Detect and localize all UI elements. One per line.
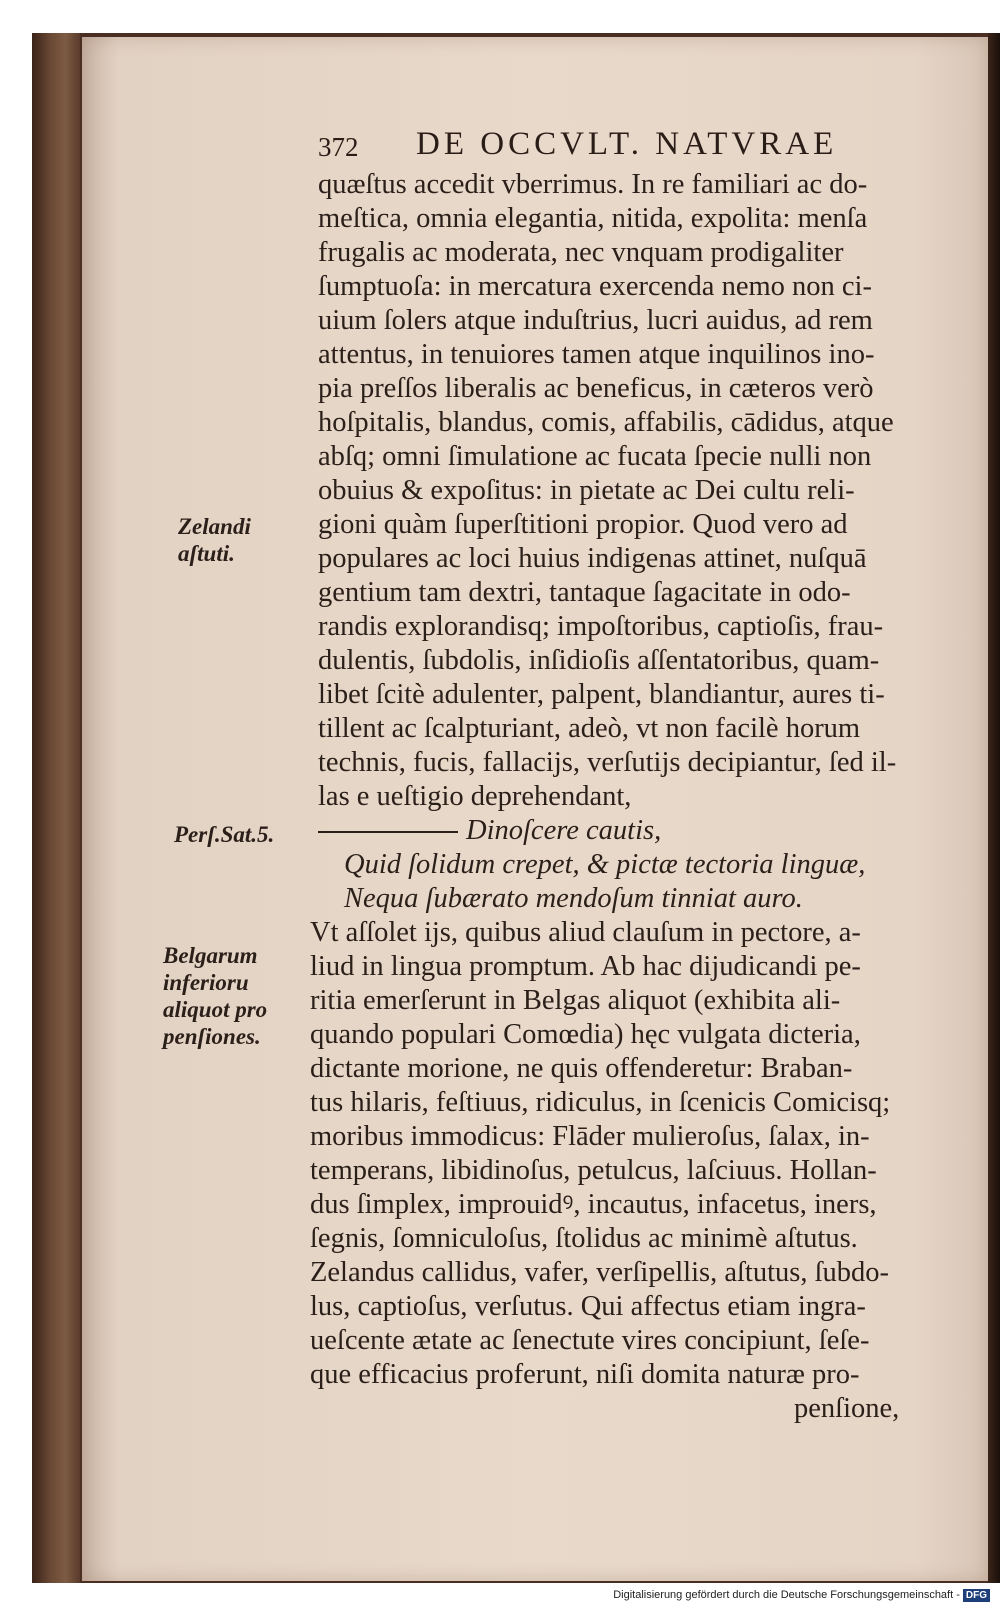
text-line: gentium tam dextri, tantaque ſagacitate in odo- [318, 577, 851, 608]
text-line: libet ſcitè adulenter, palpent, blandiantur, aures ti- [318, 679, 885, 710]
text-line: obuius & expoſitus: in pietate ac Dei cultu reli- [318, 475, 855, 506]
text-line: gioni quàm ſuperſtitioni propior. Quod vero ad [318, 509, 848, 540]
catchword: penſione, [794, 1393, 900, 1424]
page-edge [988, 33, 1000, 1583]
margin-note-persius [174, 821, 274, 848]
em-dash-rule [318, 831, 458, 833]
text-line: tus hilaris, feſtiuus, ridiculus, in ſcenicis Comicisq; [310, 1087, 891, 1118]
text-line: quæſtus accedit vberrimus. In re familiari ac do- [318, 169, 868, 200]
credit-text: Digitalisierung gefördert durch die Deutsche Forschungsgemeinschaft - [613, 1589, 960, 1601]
text-line: abſq; omni ſimulatione ac fucata ſpecie nulli non [318, 441, 872, 472]
text-line: moribus immodicus: Flāder mulieroſus, ſalax, in- [310, 1121, 870, 1152]
text-line: pia preſſos liberalis ac beneficus, in cæteros verò [318, 373, 874, 404]
margin-note-line: penſiones. [163, 1024, 261, 1049]
margin-note-line: aſtuti. [178, 541, 235, 566]
text-line: dulentis, ſubdolis, inſidioſis aſſentatoribus, quam- [318, 645, 880, 676]
page-header [318, 126, 878, 170]
verse-line: Nequa ſubærato mendoſum tinniat auro. [344, 883, 803, 914]
text-line: quando populari Comœdia) hęc vulgata dicteria, [310, 1019, 861, 1050]
text-line: ſegnis, ſomniculoſus, ſtolidus ac minimè aſtutus. [310, 1223, 858, 1254]
running-head: DE OCCVLT. NATVRAE [416, 126, 838, 162]
margin-note-line: Zelandi [178, 514, 251, 539]
text-line: ueſcente ætate ac ſenectute vires concipiunt, ſeſe- [310, 1325, 870, 1356]
text-line: dictante morione, ne quis offenderetur: Braban- [310, 1053, 853, 1084]
text-line: randis explorandisq; impoſtoribus, captioſis, frau- [318, 611, 884, 642]
text-line: Vt aſſolet ijs, quibus aliud clauſum in pectore, a- [310, 917, 861, 948]
margin-note-zelandi [178, 513, 251, 567]
text-line: dus ſimplex, improuidꝰ, incautus, infacetus, iners, [310, 1189, 877, 1220]
margin-note-line: aliquot pro [163, 997, 268, 1022]
text-line: Zelandus callidus, vafer, verſipellis, aſtutus, ſubdo- [310, 1257, 890, 1288]
verse-line: Quid ſolidum crepet, & pictæ tectoria linguæ, [344, 849, 866, 880]
digitization-credit [613, 1589, 990, 1602]
text-line: tillent ac ſcalpturiant, adeò, vt non facilè horum [318, 713, 861, 744]
margin-note-line: inferioru [163, 970, 249, 995]
margin-note-belgarum [163, 942, 267, 1050]
margin-note-line: Belgarum [163, 943, 258, 968]
text-line: meſtica, omnia elegantia, nitida, expolita: menſa [318, 203, 868, 234]
text-line: las e ueſtigio deprehendant, [318, 781, 632, 812]
text-line: ritia emerſerunt in Belgas aliquot (exhibita ali- [310, 985, 841, 1016]
text-line: liud in lingua promptum. Ab hac dijudicandi pe- [310, 951, 861, 982]
text-line: lus, captioſus, verſutus. Qui affectus etiam ingra- [310, 1291, 866, 1322]
text-line: technis, fucis, fallacijs, verſutijs decipiantur, ſed il- [318, 747, 897, 778]
dfg-logo: DFG [963, 1589, 990, 1602]
book-spine [32, 33, 80, 1583]
text-line: que efficacius proferunt, niſi domita naturæ pro- [310, 1359, 860, 1390]
page-number: 372 [318, 132, 359, 162]
text-line: frugalis ac moderata, nec vnquam prodigaliter [318, 237, 844, 268]
margin-note-line: Perſ.Sat.5. [174, 822, 275, 847]
verse-text: Dinoſcere cautis, [466, 815, 662, 846]
text-line: ſumptuoſa: in mercatura exercenda nemo non ci- [318, 271, 872, 302]
text-line: hoſpitalis, blandus, comis, affabilis, cādidus, atque [318, 407, 894, 438]
verse-line [318, 814, 661, 848]
text-line: attentus, in tenuiores tamen atque inquilinos ino- [318, 339, 875, 370]
text-line: populares ac loci huius indigenas attinet, nuſquā [318, 543, 867, 574]
text-line: uium ſolers atque induſtrius, lucri auidus, ad rem [318, 305, 873, 336]
text-line: temperans, libidinoſus, petulcus, laſciuus. Hollan- [310, 1155, 877, 1186]
body-text [310, 168, 938, 1424]
